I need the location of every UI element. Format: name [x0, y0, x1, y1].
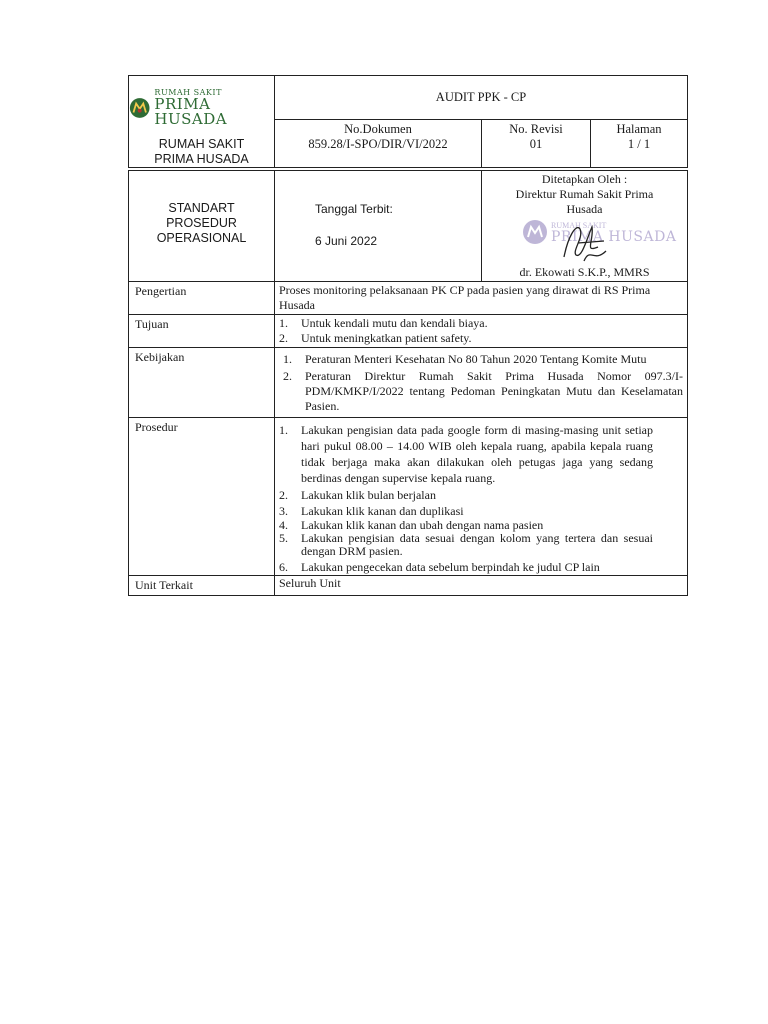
list-item-text: Untuk meningkatkan patient safety.: [301, 331, 472, 345]
spo-table: [128, 170, 688, 596]
document-number-label: No.Dokumen: [344, 121, 412, 136]
issue-date-cell: [275, 171, 482, 282]
list-item-text: Peraturan Menteri Kesehatan No 80 Tahun 2020 Tentang Komite Mutu: [305, 352, 647, 366]
logo-small-text: RUMAH SAKIT: [154, 88, 222, 97]
approval-title-line1: Direktur Rumah Sakit Prima: [515, 187, 654, 201]
unit-terkait-label: Unit Terkait: [129, 576, 275, 596]
hospital-identity-cell: [129, 76, 275, 168]
stamp-small-text: RUMAH SAKIT: [551, 220, 607, 230]
list-item-text: Lakukan pengecekan data sebelum berpindah ke judul CP lain: [301, 560, 600, 574]
list-item-number: 1.: [283, 352, 292, 366]
list-item: [279, 316, 683, 331]
stamp-big-text: PRIMA HUSADA: [551, 228, 677, 245]
list-item-text: Lakukan klik kanan dan duplikasi: [301, 504, 464, 518]
revision-label: No. Revisi: [509, 121, 563, 136]
document-title: AUDIT PPK - CP: [275, 76, 688, 120]
list-item-text: Peraturan Direktur Rumah Sakit Prima Husada Nomor 097.3/I-PDM/KMKP/I/2022 tentang Pedoman Peningkatan Mutu dan Keselamatan Pasien.: [305, 369, 683, 413]
revision-value: 01: [529, 136, 543, 151]
hospital-emblem-icon: [129, 96, 150, 120]
approval-cell: [482, 171, 688, 282]
list-item-number: 2.: [283, 369, 292, 383]
list-item: [279, 504, 653, 519]
list-item-text: Untuk kendali mutu dan kendali biaya.: [301, 316, 488, 330]
hospital-name-line2: PRIMA HUSADA: [154, 152, 249, 166]
tujuan-label: Tujuan: [129, 315, 275, 348]
page-cell: [591, 119, 688, 167]
issue-date-value: 6 Juni 2022: [315, 234, 378, 248]
stamp-emblem-icon: [522, 219, 548, 245]
hospital-logo: [129, 88, 274, 127]
kebijakan-label: Kebijakan: [129, 348, 275, 418]
prosedur-list: [279, 422, 683, 575]
list-item-text: Lakukan klik bulan berjalan: [301, 488, 436, 502]
list-item: [279, 369, 683, 414]
list-item-number: 4.: [279, 518, 288, 532]
list-item: [279, 532, 653, 558]
spo-type-cell: [129, 171, 275, 282]
approval-title-line2: Husada: [566, 202, 603, 216]
hospital-name-line1: RUMAH SAKIT: [158, 137, 245, 151]
list-item: [279, 560, 653, 575]
signature-icon: [554, 217, 614, 269]
page-value: 1 / 1: [627, 136, 651, 151]
kebijakan-list-cell: [275, 348, 688, 418]
pengertian-text: Proses monitoring pelaksanaan PK CP pada pasien yang dirawat di RS Prima Husada: [275, 282, 688, 315]
tujuan-list: [279, 316, 683, 346]
list-item-text: Lakukan klik kanan dan ubah dengan nama pasien: [301, 518, 544, 532]
list-item-text: Lakukan pengisian data pada google form di masing-masing unit setiap hari pukul 08.00 – 14.00 WIB oleh kepala ruang, apabila kepala ruang tidak berjaga maka akan dilakukan oleh petugas jaga yang sedang berdinas dengan supervise kepala ruang.: [301, 423, 653, 485]
issue-date-label: Tanggal Terbit:: [315, 202, 393, 216]
document-number-cell: [275, 119, 482, 167]
prosedur-list-cell: [275, 418, 688, 576]
list-item: [279, 352, 683, 367]
list-item-number: 6.: [279, 560, 288, 574]
pengertian-label: Pengertian: [129, 282, 275, 315]
tujuan-list-cell: [275, 315, 688, 348]
document-header-table: [128, 75, 688, 168]
signatory-name: dr. Ekowati S.K.P., MMRS: [519, 265, 650, 279]
unit-terkait-text: Seluruh Unit: [275, 576, 688, 596]
logo-big-text: PRIMA HUSADA: [154, 95, 228, 128]
prosedur-label: Prosedur: [129, 418, 275, 576]
list-item-number: 2.: [279, 488, 288, 502]
spo-type-line3: OPERASIONAL: [156, 231, 247, 245]
spo-type-line2: PROSEDUR: [166, 216, 237, 230]
list-item-text: Lakukan pengisian data sesuai dengan kolom yang tertera dan sesuai dengan DRM pasien.: [301, 531, 653, 558]
list-item-number: 5.: [279, 531, 288, 545]
list-item-number: 2.: [279, 331, 288, 345]
list-item-number: 3.: [279, 504, 288, 518]
approval-label: Ditetapkan Oleh :: [541, 172, 628, 186]
document-number-value: 859.28/I-SPO/DIR/VI/2022: [308, 136, 448, 151]
revision-cell: [482, 119, 591, 167]
list-item-number: 1.: [279, 423, 288, 437]
list-item-number: 1.: [279, 316, 288, 330]
kebijakan-list: [279, 352, 683, 414]
page-label: Halaman: [616, 121, 662, 136]
spo-type-line1: STANDART: [168, 201, 235, 215]
list-item: [279, 422, 653, 486]
list-item: [279, 488, 653, 503]
list-item: [279, 331, 683, 346]
